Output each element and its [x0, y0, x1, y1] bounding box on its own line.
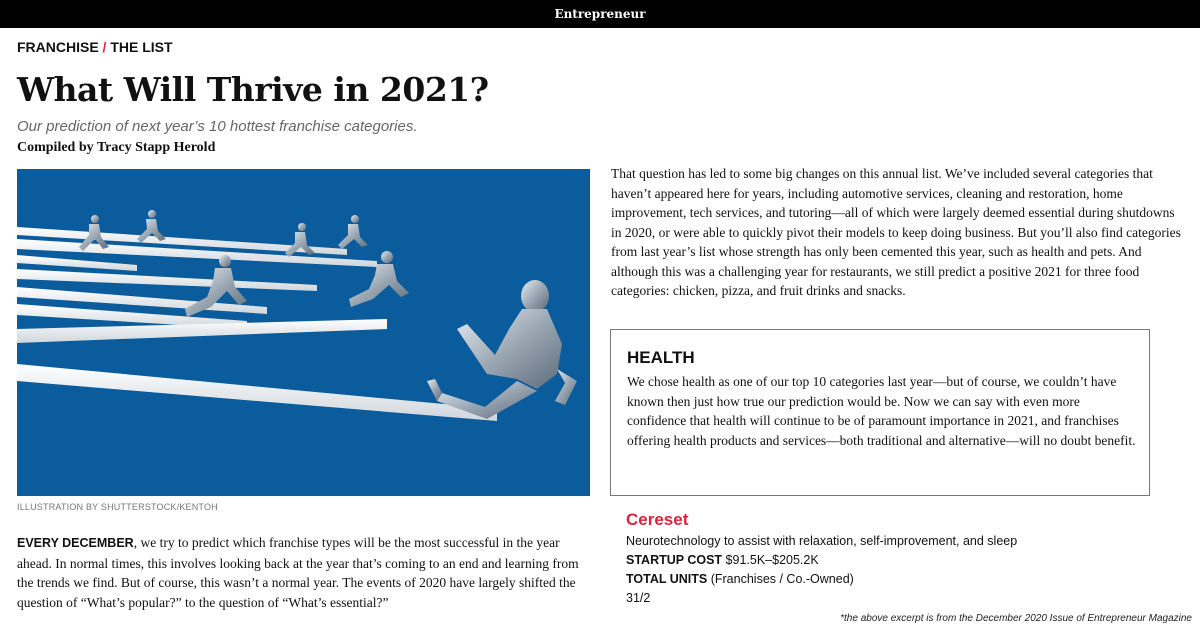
image-credit: ILLUSTRATION BY SHUTTERSTOCK/KENTOH [17, 502, 218, 512]
intro-text: , we try to predict which franchise types will be the most successful in the year ahead. In normal times, this involves looking back at the year that’s coming to an end and learning from the trends we find. But of course, this wasn’t a normal year. The events of 2020 have largely shifted the question of “What’s popular?” to the question of “What’s essential?” [17, 535, 579, 610]
health-box-title: HEALTH [627, 348, 695, 367]
total-units-value: 31/2 [626, 591, 651, 605]
breadcrumb-separator: / [98, 39, 111, 55]
franchise-description: Neurotechnology to assist with relaxation, self-improvement, and sleep [626, 534, 1018, 548]
breadcrumb [17, 39, 173, 55]
health-box-text: We chose health as one of our top 10 categories last year—but of course, we couldn’t have known then just how true our prediction would be. Now we can say with even more confidence that health will continue to be of paramount importance in 2021, and franchises offering health products and services—both traditional and alternative—will no doubt benefit. [627, 374, 1136, 448]
breadcrumb-section[interactable]: FRANCHISE [17, 39, 99, 55]
intro-paragraph [17, 533, 587, 612]
startup-cost-value: $91.5K–$205.2K [722, 553, 819, 567]
startup-cost-label: STARTUP COST [626, 553, 723, 567]
breadcrumb-subsection[interactable]: THE LIST [110, 39, 173, 55]
total-units-label: TOTAL UNITS [626, 572, 708, 586]
total-units [626, 572, 854, 586]
brand-logo[interactable]: Entrepreneur [554, 7, 646, 21]
article-subtitle: Our prediction of next year’s 10 hottest franchise categories. [17, 118, 418, 135]
franchise-name[interactable]: Cereset [626, 510, 689, 529]
total-units-note: (Franchises / Co.-Owned) [707, 572, 854, 586]
runners-illustration [17, 169, 590, 496]
hero-illustration [17, 169, 590, 496]
startup-cost [626, 553, 819, 567]
health-category-box [610, 329, 1150, 496]
article-byline: Compiled by Tracy Stapp Herold [17, 140, 216, 155]
page-title: What Will Thrive in 2021? [17, 70, 489, 109]
footnote: *the above excerpt is from the December 2020 Issue of Entrepreneur Magazine [840, 613, 1192, 624]
body-paragraph: That question has led to some big changes on this annual list. We’ve included several categories that haven’t appeared here for years, including automotive services, cleaning and restoration, home improvement, tech services, and tutoring—all of which were largely deemed essential during shutdowns in 2020, or were able to quickly pivot their models to keep doing business. But you’ll also find categories from last year’s list whose strength has only been cemented this year, such as health and pets. And although this was a challenging year for restaurants, we still predict a positive 2021 for three food categories: chicken, pizza, and fruit drinks and snacks. [611, 166, 1181, 298]
intro-lead: EVERY DECEMBER [17, 536, 134, 550]
